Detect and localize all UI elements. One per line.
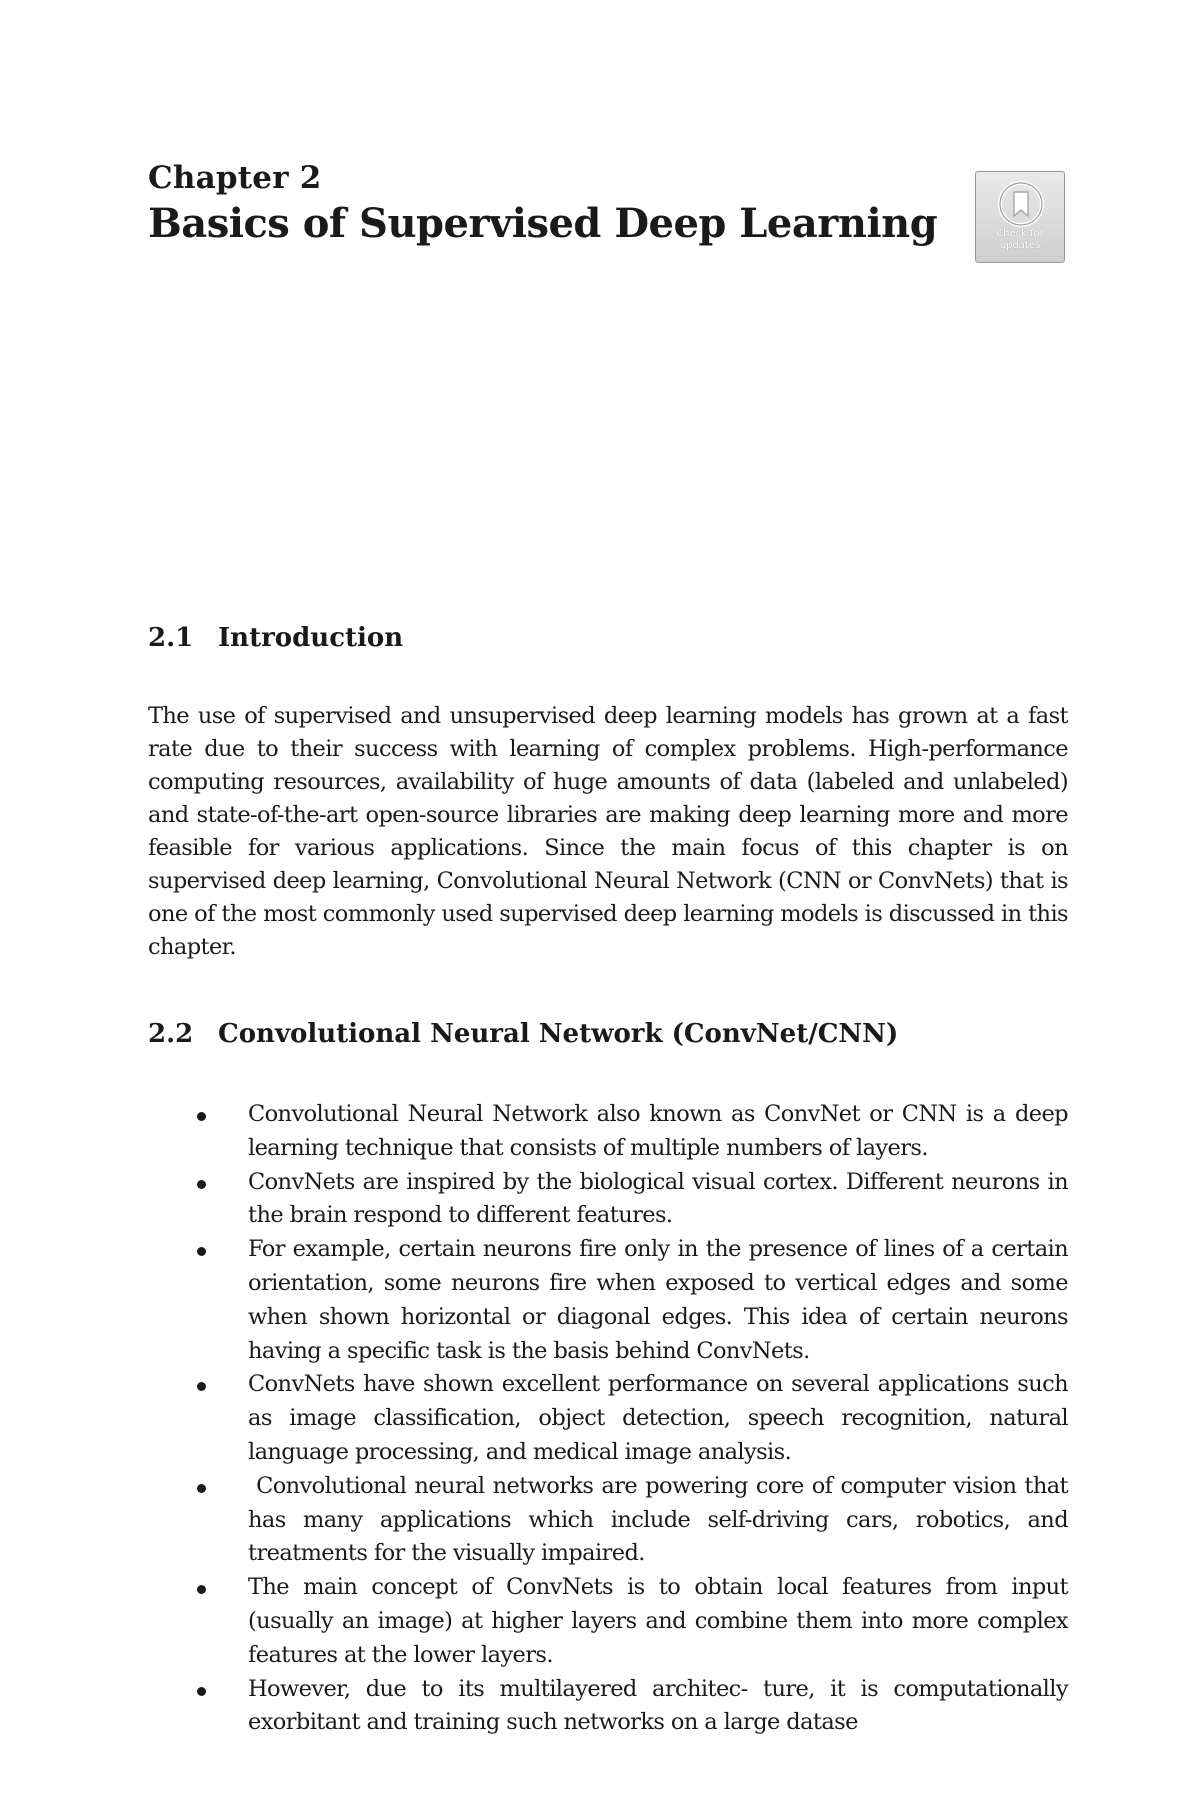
list-item [148, 1470, 1075, 1571]
bookmark-icon [997, 180, 1045, 228]
list-item-text: However, due to its multilayered architec- ture, it is computationally exorbitant and training such networks on a large datase [248, 1675, 1068, 1736]
bullet-list [148, 1098, 1075, 1740]
list-item [148, 1166, 1068, 1234]
bullet-icon [197, 1382, 206, 1391]
list-item [148, 1098, 1068, 1166]
section-heading [148, 1019, 1068, 1049]
list-item [148, 1368, 1068, 1469]
badge-text [976, 228, 1064, 252]
section-number: 2.2 [148, 1019, 194, 1049]
section-title: Introduction [218, 623, 404, 653]
bullet-icon [197, 1484, 206, 1493]
badge-line-2: updates [999, 240, 1041, 251]
bullet-icon [197, 1112, 206, 1121]
bullet-icon [197, 1180, 206, 1189]
chapter-label: Chapter 2 [148, 160, 322, 196]
chapter-title: Basics of Supervised Deep Learning [148, 200, 938, 247]
list-item-text: ConvNets are inspired by the biological visual cortex. Different neurons in the brain respond to different features. [248, 1168, 1068, 1229]
section-heading [148, 623, 1068, 653]
section-introduction [148, 623, 1068, 653]
list-item-text: For example, certain neurons fire only in the presence of lines of a certain orientation, some neurons fire when exposed to vertical edges and some when shown horizontal or diagonal edges. This idea of certain neurons having a specific task is the basis behind ConvNets. [248, 1236, 1068, 1364]
bullet-icon [197, 1247, 206, 1256]
list-item [148, 1571, 1068, 1672]
check-for-updates-badge[interactable] [975, 171, 1065, 263]
list-item [148, 1233, 1068, 1368]
section-cnn [148, 1019, 1068, 1049]
list-item-text: Convolutional Neural Network also known as ConvNet or CNN is a deep learning technique that consists of multiple numbers of layers. [248, 1101, 1068, 1161]
bullet-icon [197, 1585, 206, 1594]
section-number: 2.1 [148, 623, 194, 653]
bullet-icon [197, 1687, 206, 1696]
list-item [148, 1673, 1068, 1741]
section-title: Convolutional Neural Network (ConvNet/CNN) [218, 1019, 899, 1049]
list-item-text: ConvNets have shown excellent performance on several applications such as image classification, object detection, speech recognition, natural language processing, and medical image analysis. [248, 1371, 1068, 1465]
badge-line-1: Check for [996, 228, 1044, 239]
list-item-text: The main concept of ConvNets is to obtain local features from input (usually an image) at higher layers and combine them into more complex features at the lower layers. [248, 1574, 1068, 1668]
list-item-text: Convolutional neural networks are powering core of computer vision that has many applications which include self-driving cars, robotics, and treatments for the visually impaired. [248, 1472, 1075, 1567]
intro-paragraph: The use of supervised and unsupervised deep learning models has grown at a fast rate due to their success with learning of complex problems. High-performance computing resources, availability of huge amounts of data (labeled and unlabeled) and state-of-the-art open-source libraries are making deep learning more and more feasible for various applications. Since the main focus of this chapter is on supervised deep learning, Convolutional Neural Network (CNN or ConvNets) that is one of the most commonly used supervised deep learning models is discussed in this chapter. [148, 703, 1068, 960]
